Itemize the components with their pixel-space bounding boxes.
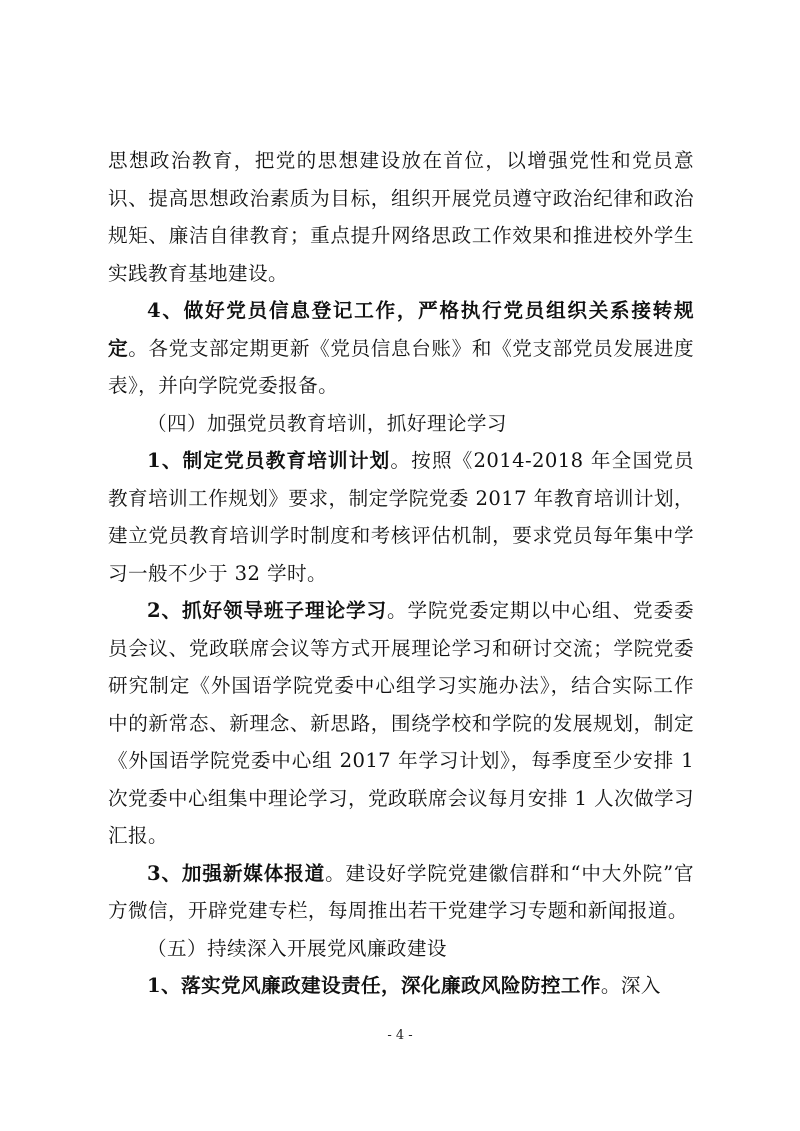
paragraph-integrity-responsibility (108, 967, 694, 1005)
paragraph-lead-bold: 1、制定党员教育培训计划 (147, 449, 391, 472)
paragraph-text: 。学院党委定期以中心组、党委委员会议、党政联席会议等方式开展理论学习和研讨交流；学院党委研究制定《外国语学院党委中心组学习实施办法》，结合实际工作中的新常态、新理念、新思路，围绕学校和学院的发展规划，制定《外国语学院党委中心组 2017 年学习计划》，每季度至少安排 1 次党委中心组集中理论学习，党政联席会议每月安排 1 人次做学习汇报。 (108, 599, 695, 847)
paragraph-training-plan (108, 442, 694, 592)
page-number: - 4 - (387, 1028, 413, 1043)
section-heading-text: （五）持续深入开展党风廉政建设 (147, 936, 447, 960)
paragraph-new-media (108, 855, 694, 930)
paragraph-text: 。按照《2014-2018 年全国党员教育培训工作规划》要求，制定学院党委 2017 年教育培训计划，建立党员教育培训学时制度和考核评估机制，要求党员每年集中学习一般不少于 32 学时。 (108, 449, 694, 585)
paragraph-text: 。深入 (600, 974, 661, 997)
paragraph-member-info-registration (108, 292, 694, 405)
paragraph-lead-bold: 1、落实党风廉政建设责任，深化廉政风险防控工作 (147, 974, 601, 997)
paragraph-text: 。各党支部定期更新《党员信息台账》和《党支部党员发展进度表》，并向学院党委报备。 (108, 336, 694, 397)
document-body (108, 142, 694, 1005)
paragraph-text: 思想政治教育，把党的思想建设放在首位，以增强党性和党员意识、提高思想政治素质为目标，组织开展党员遵守政治纪律和政治规矩、廉洁自律教育；重点提升网络思政工作效果和推进校外学生实践教育基地建设。 (108, 149, 694, 285)
paragraph-leadership-study (108, 592, 694, 855)
section-heading-four (108, 405, 694, 443)
section-heading-five (108, 930, 694, 968)
paragraph-lead-bold: 3、加强新媒体报道 (147, 861, 326, 885)
paragraph-political-education (108, 142, 694, 292)
section-heading-text: （四）加强党员教育培训，抓好理论学习 (147, 411, 507, 435)
paragraph-lead-bold: 2、抓好领导班子理论学习 (147, 599, 388, 622)
paragraph-text: 。建设好学院党建徽信群和“中大外院”官方微信，开辟党建专栏，每周推出若干党建学习专题和新闻报道。 (108, 861, 694, 922)
paragraph-lead-bold: 4、做好党员信息登记工作，严格执行党员组织关系接转规定 (108, 299, 694, 360)
